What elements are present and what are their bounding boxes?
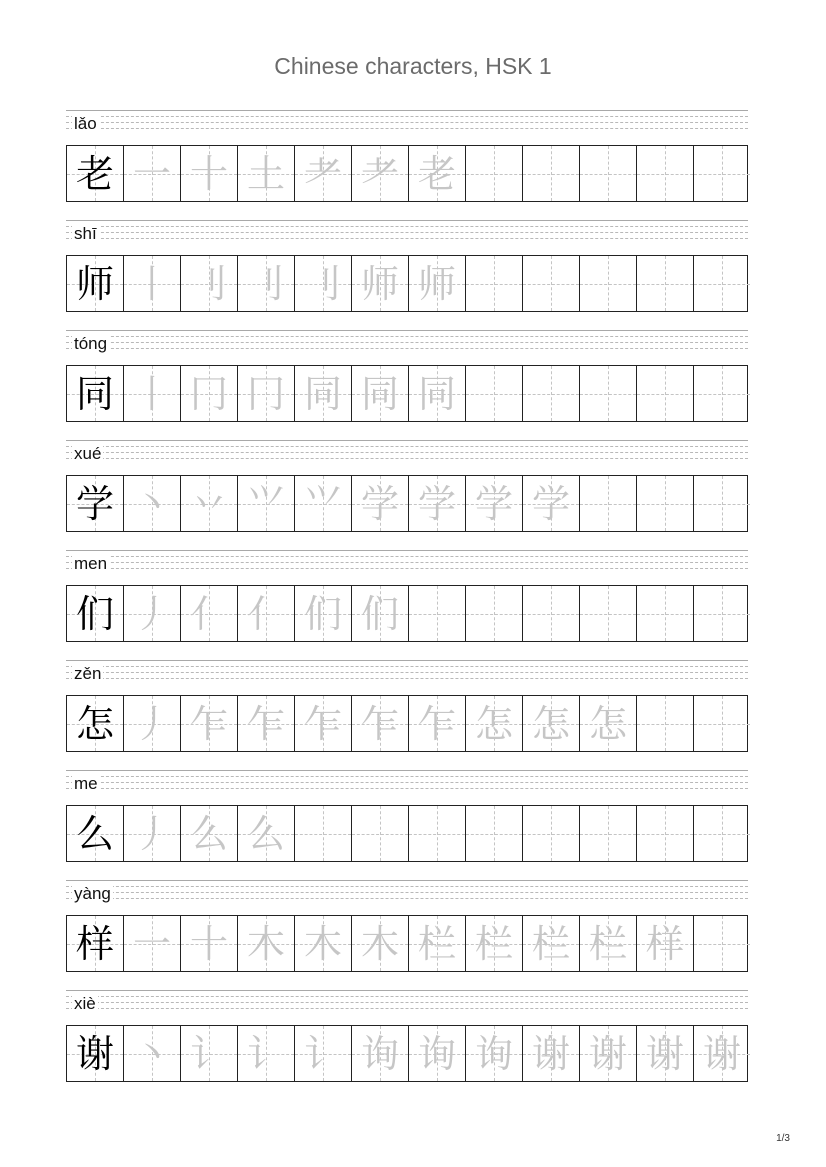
stroke-order-cell [636, 1026, 693, 1081]
stroke-order-cell [123, 146, 180, 201]
empty-practice-cell [294, 806, 351, 861]
pinyin-guide-lines [66, 330, 748, 352]
stroke-step-character: 学 [474, 481, 513, 526]
empty-practice-cell [408, 586, 465, 641]
stroke-step-character: 丶 [132, 481, 171, 526]
stroke-order-cell [351, 366, 408, 421]
stroke-step-character: 么 [246, 811, 285, 856]
model-character-cell [67, 146, 123, 201]
stroke-order-cell [294, 366, 351, 421]
stroke-step-character: 木 [360, 921, 399, 966]
stroke-step-character: 刂 [303, 261, 342, 306]
stroke-step-character: 怎 [531, 701, 570, 746]
stroke-step-character: 丿 [132, 591, 171, 636]
pinyin-guide-lines [66, 880, 748, 902]
empty-practice-cell [693, 256, 750, 311]
empty-practice-cell [693, 366, 750, 421]
empty-practice-cell [693, 146, 750, 201]
empty-practice-cell [693, 916, 750, 971]
model-character-cell [67, 1026, 123, 1081]
stroke-order-cell [408, 256, 465, 311]
pinyin-label: tóng [74, 334, 108, 353]
stroke-step-character: 谢 [588, 1031, 627, 1076]
empty-practice-cell [693, 806, 750, 861]
stroke-step-character: 亻 [246, 591, 285, 636]
empty-practice-cell [465, 366, 522, 421]
pinyin-guide-lines [66, 220, 748, 242]
stroke-step-character: 询 [417, 1031, 456, 1076]
model-character: 谢 [75, 1031, 114, 1076]
stroke-order-cell [351, 1026, 408, 1081]
empty-practice-cell [636, 476, 693, 531]
writing-grid [66, 475, 748, 532]
pinyin-guide-lines [66, 660, 748, 682]
writing-grid [66, 585, 748, 642]
pinyin-label: yàng [74, 884, 111, 903]
stroke-step-character: 乍 [189, 701, 228, 746]
empty-practice-cell [636, 696, 693, 751]
stroke-step-character: 栏 [588, 921, 627, 966]
writing-grid [66, 695, 748, 752]
writing-grid [66, 1025, 748, 1082]
stroke-step-character: 丨 [132, 261, 171, 306]
pinyin-label: xiè [74, 994, 96, 1013]
stroke-order-cell [180, 806, 237, 861]
model-character: 学 [75, 481, 114, 526]
stroke-step-character: ⺍ [303, 481, 342, 526]
stroke-step-character: 刂 [189, 261, 228, 306]
empty-practice-cell [579, 366, 636, 421]
practice-row [66, 220, 748, 320]
stroke-step-character: 刂 [246, 261, 285, 306]
model-character: 么 [75, 811, 114, 856]
empty-practice-cell [522, 146, 579, 201]
stroke-order-cell [180, 916, 237, 971]
empty-practice-cell [465, 146, 522, 201]
practice-row [66, 770, 748, 870]
stroke-order-cell [180, 696, 237, 751]
stroke-step-character: 冂 [189, 371, 228, 416]
empty-practice-cell [579, 586, 636, 641]
stroke-order-cell [465, 476, 522, 531]
stroke-step-character: 谢 [702, 1031, 741, 1076]
pinyin-label: lǎo [74, 114, 97, 133]
stroke-step-character: 怎 [474, 701, 513, 746]
stroke-order-cell [123, 1026, 180, 1081]
empty-practice-cell [408, 806, 465, 861]
empty-practice-cell [579, 146, 636, 201]
stroke-step-character: 乍 [417, 701, 456, 746]
stroke-order-cell [294, 146, 351, 201]
stroke-order-cell [237, 586, 294, 641]
stroke-step-character: 讠 [246, 1031, 285, 1076]
stroke-step-character: 讠 [189, 1031, 228, 1076]
stroke-step-character: 木 [303, 921, 342, 966]
pinyin-label: men [74, 554, 108, 573]
writing-grid [66, 145, 748, 202]
stroke-order-cell [123, 806, 180, 861]
model-character: 怎 [75, 701, 114, 746]
pinyin-label: shī [74, 224, 97, 243]
stroke-step-character: 老 [417, 151, 456, 196]
stroke-step-character: 谢 [531, 1031, 570, 1076]
stroke-step-character: 同 [303, 371, 342, 416]
stroke-order-cell [465, 916, 522, 971]
writing-grid [66, 805, 748, 862]
stroke-order-cell [408, 916, 465, 971]
stroke-step-character: 一 [132, 151, 171, 196]
stroke-step-character: 么 [189, 811, 228, 856]
empty-practice-cell [465, 586, 522, 641]
stroke-order-cell [522, 696, 579, 751]
stroke-order-cell [180, 366, 237, 421]
practice-row [66, 330, 748, 430]
stroke-order-cell [351, 256, 408, 311]
stroke-order-cell [123, 256, 180, 311]
stroke-order-cell [351, 476, 408, 531]
model-character-cell [67, 916, 123, 971]
stroke-order-cell [351, 586, 408, 641]
stroke-order-cell [408, 366, 465, 421]
empty-practice-cell [465, 256, 522, 311]
stroke-order-cell [180, 476, 237, 531]
stroke-step-character: 丨 [132, 371, 171, 416]
stroke-order-cell [408, 696, 465, 751]
stroke-step-character: 询 [360, 1031, 399, 1076]
stroke-order-cell [294, 696, 351, 751]
stroke-step-character: 冂 [246, 371, 285, 416]
stroke-order-cell [408, 1026, 465, 1081]
model-character: 样 [75, 921, 114, 966]
stroke-order-cell [123, 696, 180, 751]
model-character-cell [67, 366, 123, 421]
empty-practice-cell [579, 476, 636, 531]
stroke-order-cell [579, 916, 636, 971]
stroke-order-cell [237, 806, 294, 861]
stroke-order-cell [294, 1026, 351, 1081]
stroke-order-cell [123, 916, 180, 971]
stroke-order-cell [180, 146, 237, 201]
writing-grid [66, 365, 748, 422]
stroke-step-character: 同 [417, 371, 456, 416]
stroke-step-character: 栏 [474, 921, 513, 966]
pinyin-guide-lines [66, 770, 748, 792]
stroke-order-cell [180, 586, 237, 641]
empty-practice-cell [636, 586, 693, 641]
stroke-step-character: 讠 [303, 1031, 342, 1076]
empty-practice-cell [636, 806, 693, 861]
stroke-order-cell [237, 916, 294, 971]
stroke-step-character: 同 [360, 371, 399, 416]
empty-practice-cell [693, 476, 750, 531]
stroke-order-cell [237, 366, 294, 421]
empty-practice-cell [693, 696, 750, 751]
stroke-step-character: 土 [246, 151, 285, 196]
stroke-order-cell [180, 256, 237, 311]
model-character: 们 [75, 591, 114, 636]
practice-row [66, 550, 748, 650]
stroke-step-character: 师 [360, 261, 399, 306]
stroke-order-cell [636, 916, 693, 971]
stroke-step-character: 师 [417, 261, 456, 306]
empty-practice-cell [522, 366, 579, 421]
writing-grid [66, 255, 748, 312]
stroke-step-character: 栏 [417, 921, 456, 966]
stroke-order-cell [522, 476, 579, 531]
empty-practice-cell [522, 586, 579, 641]
model-character-cell [67, 586, 123, 641]
empty-practice-cell [522, 256, 579, 311]
stroke-step-character: 乍 [303, 701, 342, 746]
stroke-order-cell [522, 1026, 579, 1081]
stroke-order-cell [351, 696, 408, 751]
stroke-step-character: 学 [417, 481, 456, 526]
stroke-order-cell [294, 586, 351, 641]
model-character: 师 [75, 261, 114, 306]
stroke-order-cell [465, 1026, 522, 1081]
stroke-order-cell [351, 916, 408, 971]
stroke-step-character: 们 [360, 591, 399, 636]
stroke-step-character: 丿 [132, 701, 171, 746]
stroke-step-character: 丿 [132, 811, 171, 856]
stroke-step-character: 亻 [189, 591, 228, 636]
stroke-order-cell [237, 476, 294, 531]
pinyin-label: me [74, 774, 98, 793]
model-character-cell [67, 696, 123, 751]
model-character-cell [67, 256, 123, 311]
stroke-order-cell [237, 696, 294, 751]
stroke-order-cell [294, 476, 351, 531]
empty-practice-cell [636, 256, 693, 311]
stroke-step-character: 丷 [189, 481, 228, 526]
stroke-order-cell [123, 366, 180, 421]
pinyin-guide-lines [66, 990, 748, 1012]
stroke-step-character: 询 [474, 1031, 513, 1076]
stroke-step-character: 丶 [132, 1031, 171, 1076]
stroke-step-character: ⺍ [246, 481, 285, 526]
stroke-step-character: 十 [189, 151, 228, 196]
stroke-order-cell [180, 1026, 237, 1081]
practice-row [66, 880, 748, 980]
practice-row [66, 440, 748, 540]
stroke-step-character: 耂 [303, 151, 342, 196]
practice-row [66, 110, 748, 210]
stroke-order-cell [408, 476, 465, 531]
stroke-step-character: 们 [303, 591, 342, 636]
empty-practice-cell [579, 806, 636, 861]
stroke-step-character: 耂 [360, 151, 399, 196]
stroke-order-cell [123, 586, 180, 641]
practice-row [66, 990, 748, 1090]
empty-practice-cell [579, 256, 636, 311]
stroke-order-cell [522, 916, 579, 971]
stroke-order-cell [579, 696, 636, 751]
empty-practice-cell [351, 806, 408, 861]
model-character: 老 [75, 151, 114, 196]
page-title: Chinese characters, HSK 1 [274, 53, 552, 79]
model-character: 同 [75, 371, 114, 416]
stroke-step-character: 木 [246, 921, 285, 966]
stroke-order-cell [351, 146, 408, 201]
stroke-step-character: 学 [531, 481, 570, 526]
stroke-step-character: 乍 [360, 701, 399, 746]
empty-practice-cell [693, 586, 750, 641]
stroke-step-character: 谢 [645, 1031, 684, 1076]
pinyin-guide-lines [66, 550, 748, 572]
pinyin-guide-lines [66, 110, 748, 132]
page-number: 1/3 [776, 1133, 790, 1144]
stroke-order-cell [408, 146, 465, 201]
stroke-step-character: 一 [132, 921, 171, 966]
model-character-cell [67, 806, 123, 861]
pinyin-guide-lines [66, 440, 748, 462]
stroke-order-cell [465, 696, 522, 751]
stroke-order-cell [579, 1026, 636, 1081]
stroke-order-cell [237, 146, 294, 201]
stroke-order-cell [123, 476, 180, 531]
pinyin-label: xué [74, 444, 102, 463]
practice-row [66, 660, 748, 760]
stroke-order-cell [237, 256, 294, 311]
pinyin-label: zěn [74, 664, 102, 683]
stroke-order-cell [294, 916, 351, 971]
writing-grid [66, 915, 748, 972]
stroke-step-character: 乍 [246, 701, 285, 746]
stroke-step-character: 十 [189, 921, 228, 966]
model-character-cell [67, 476, 123, 531]
stroke-step-character: 样 [645, 921, 684, 966]
empty-practice-cell [465, 806, 522, 861]
stroke-step-character: 栏 [531, 921, 570, 966]
stroke-order-cell [237, 1026, 294, 1081]
stroke-step-character: 怎 [588, 701, 627, 746]
stroke-step-character: 学 [360, 481, 399, 526]
empty-practice-cell [636, 366, 693, 421]
empty-practice-cell [522, 806, 579, 861]
stroke-order-cell [693, 1026, 750, 1081]
empty-practice-cell [636, 146, 693, 201]
stroke-order-cell [294, 256, 351, 311]
